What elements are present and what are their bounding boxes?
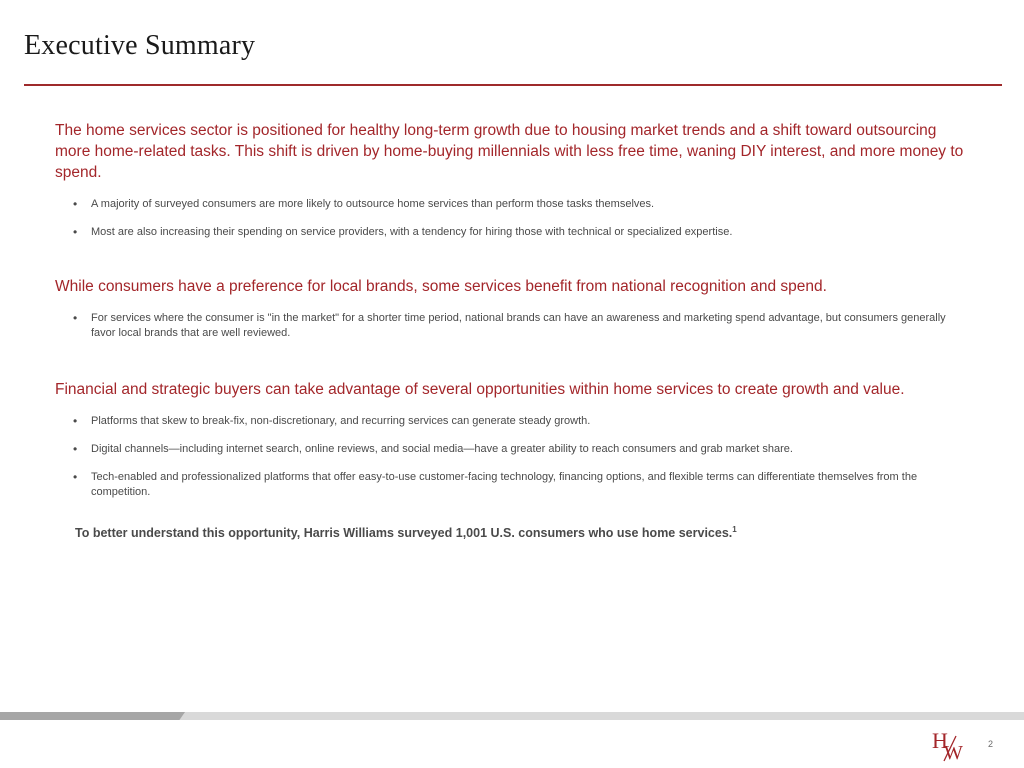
section-lead: While consumers have a preference for local brands, some services benefit from national recognition and spend.: [55, 278, 827, 295]
bullet-text: Digital channels—including internet search, online reviews, and social media—have a greater ability to reach consumers and grab market share.: [91, 443, 793, 455]
section-brands: [55, 276, 965, 341]
bullet-item: [73, 442, 965, 457]
bullet-icon: •: [73, 197, 78, 211]
bullet-item: [73, 311, 965, 341]
bullet-icon: •: [73, 311, 78, 325]
closing-text: To better understand this opportunity, Harris Williams surveyed 1,001 U.S. consumers who use home services.: [75, 526, 733, 540]
bullet-list: [55, 311, 965, 341]
closing-statement: [75, 526, 965, 540]
bullet-list: [55, 197, 965, 240]
svg-text:W: W: [944, 742, 963, 762]
bullet-text: Platforms that skew to break-fix, non-discretionary, and recurring services can generate steady growth.: [91, 415, 591, 427]
section-lead: The home services sector is positioned for healthy long-term growth due to housing market trends and a shift toward outsourcing more home-related tasks. This shift is driven by home-buying millennials with less free time, waning DIY interest, and more money to spend.: [55, 122, 964, 181]
page-title: Executive Summary: [24, 30, 256, 61]
bullet-item: [73, 470, 965, 500]
bullet-text: A majority of surveyed consumers are more likely to outsource home services than perform those tasks themselves.: [91, 198, 655, 210]
svg-text:H: H: [932, 728, 948, 753]
bullet-text: Most are also increasing their spending on service providers, with a tendency for hiring those with technical or specialized expertise.: [91, 226, 733, 238]
title-divider: [24, 84, 1002, 86]
section-lead: Financial and strategic buyers can take advantage of several opportunities within home services to create growth and value.: [55, 381, 905, 398]
footnote-marker: 1: [732, 524, 737, 534]
harris-williams-logo: [930, 728, 972, 762]
bullet-icon: •: [73, 414, 78, 428]
bullet-item: [73, 197, 965, 212]
bullet-item: [73, 225, 965, 240]
bullet-icon: •: [73, 442, 78, 456]
footer-bar-accent: [0, 712, 185, 720]
bullet-text: For services where the consumer is "in the market" for a shorter time period, national brands can have an awareness and marketing spend advantage, but consumers generally favor local brands that are well reviewed.: [91, 312, 946, 339]
bullet-text: Tech-enabled and professionalized platforms that offer easy-to-use customer-facing technology, financing options, and flexible terms can differentiate themselves from the competition.: [91, 471, 918, 498]
bullet-item: [73, 414, 965, 429]
section-opportunities: [55, 379, 965, 500]
bullet-list: [55, 414, 965, 500]
main-content: [55, 120, 965, 540]
page-number: 2: [988, 739, 994, 749]
bullet-icon: •: [73, 470, 78, 484]
bullet-icon: •: [73, 225, 78, 239]
section-growth: [55, 120, 965, 240]
